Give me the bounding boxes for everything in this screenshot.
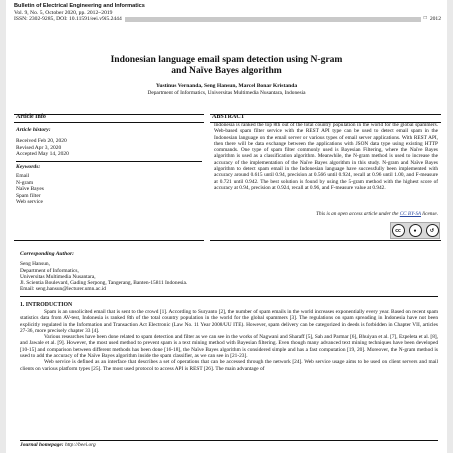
corresponding-author-label: Corresponding Author: [20,251,75,257]
keyword: N-gram [16,179,34,186]
history-accepted: Accepted May 14, 2020 [16,151,69,158]
article-info-heading: Article Info [16,114,46,120]
paper-affiliation: Department of Informatics, Universitas Multimedia Nusantara, Indonesia [147,90,306,96]
article-history-label: Article history: [16,127,51,133]
footer-url[interactable]: http://beei.org [64,442,96,448]
abstract-heading: ABSTRACT [212,114,245,120]
journal-header [14,3,441,23]
paper-title-line-2: and Naïve Bayes algorithm [171,65,282,76]
cc-by-sa-badge[interactable] [390,222,440,239]
article-info-box [14,114,204,241]
keywords-label: Keywords: [16,164,41,170]
keyword: Web service [16,199,43,206]
page-number: 2012 [429,16,441,23]
keywords-list [16,173,44,206]
divider [16,161,202,162]
page-footer [20,440,438,448]
section-heading-introduction: 1. INTRODUCTION [20,302,73,308]
keyword: Naïve Bayes [16,186,44,193]
header-rule [125,17,421,22]
paper-page [6,0,447,453]
paragraph: Spam is an unsolicited email that is sent to the crowd [1]. According to Suryanto [2], the number of spam emails in the world increases exponentially every year. Based on recent spam statistics data from AV-test, Indonesia is ranked 8th of the total country population in the world for the global spammers [3]. The regulations on spam spreading in Indonesia have not been explicitly regulated in the Information and Transaction Act Electronic (Law No. 11 Year 2008/UU ITE). However, spam delivery can be categorized in deeds is forbidden in Chapter VII, articles 27-36, more precisely chapter 33 [4]. [20,309,438,334]
paper-authors: Yustinus Vernanda, Seng Hansun, Marcel Bonar Kristanda [155,83,298,89]
divider [14,122,204,123]
square-icon: □ [423,16,427,22]
paper-title-line-1: Indonesian language email spam detection using N-gram [110,54,343,65]
corresponding-university: Universitas Multimedia Nusantara, [20,273,96,280]
corresponding-address: Jl. Scientia Boulevard, Gading Serpong, Tangerang, Banten-15811 Indonesia. [20,280,188,287]
license-note [214,211,438,217]
cc-icon: cc [392,224,405,237]
keyword: Email [16,173,30,179]
paper-title [26,54,427,76]
journal-volume: Vol. 9, No. 5, October 2020, pp. 2012~2019 [14,9,113,16]
license-suffix: license. [422,211,438,217]
corresponding-department: Department of Informatics, [20,267,79,274]
paragraph: Various researches have been done related to spam detection and filter as we can see in the works of Nagwani and Sharaff [5], Sah and Parmar [6], Bhuiyan et al. [7], Ezpeleta et al. [8], and Jawale et al. [9]. However, the most used method to prevent spam is a text mining method with Bayesian filtering. Even though many advanced text mining techniques have been developed [10-15] and comparison between different methods has been done [16-18], the Naïve Bayes algorithm is considered simple and has a fast computation [19, 20]. Moreover, the N-gram method is used to add the accuracy of the Naïve Bayes algorithm inside the spam classifier, as we can see in [21-23]. [20,334,438,360]
introduction-body [20,309,438,372]
journal-issn: ISSN: 2302-9285, DOI: 10.11591/eei.v9i5.2444 [14,16,122,23]
abstract-text: Indonesia is ranked the top 8th out of the total country population in the world for the global spammers. Web-based spam filter service with the REST API type can be used to detect email spam in the Indonesian language on the email server or various types of email server applications. With REST API, then there will be data exchange between the applications with JSON data type using existing HTTP commands. One type of spam filter commonly used is Bayesian Filtering, where the Naïve Bayes algorithm is used as a classification algorithm. Meanwhile, the N-gram method is used to increase the accuracy of the implementation of the Naïve Bayes algorithm in this study. N-gram and Naïve Bayes algorithm to detect spam email in the Indonesian language have successfully been implemented with accuracy around 0.615 until 0.94, precision at 0.566 until 0.924, recall at 0.96 until 1.00, and F-measure at 0.721 until 0.942. The best solution is found by using the 5-gram method with the highest score of accuracy at 0.94, precision at 0.924, recall at 0.96, and F-measure value at 0.942. [214,122,438,191]
footer-label: Journal homepage: [20,442,64,448]
paragraph: Web service is defined as an interface that describes a set of operations that can be accessed through the network [24]. Web service usage aims to be used on client servers and mail clients on various platform types [25]. The most used protocol to access API is REST [26]. The main advantage of [20,359,438,372]
by-icon: ● [409,224,422,237]
license-prefix: This is an open access article under the [316,211,399,217]
license-link[interactable]: CC BY-SA [399,211,421,217]
corresponding-author [20,251,438,293]
sa-icon: ↺ [426,224,439,237]
corresponding-email[interactable]: Email: seng.hansun@lecturer.umn.ac.id [20,286,106,293]
keyword: Spam filter [16,192,41,199]
journal-name: Bulletin of Electrical Engineering and Informatics [14,3,145,9]
history-revised: Revised Apr 3, 2020 [16,144,62,151]
corresponding-name: Seng Hansun, [20,261,50,268]
article-history [16,138,69,158]
divider [20,296,438,297]
history-received: Received Feb 20, 2020 [16,138,67,144]
